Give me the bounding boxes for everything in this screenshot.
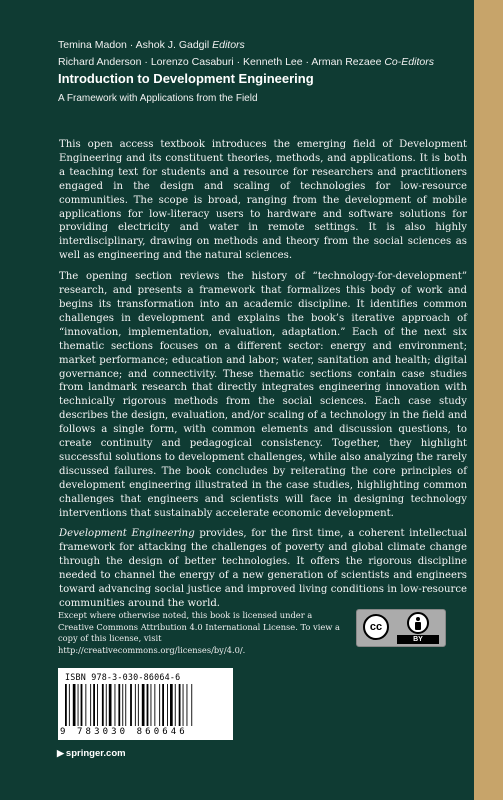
coeditor-name: Lorenzo Casaburi (150, 56, 234, 68)
isbn-barcode (58, 668, 233, 740)
barcode-bar (130, 684, 132, 726)
barcode-icon (65, 684, 225, 726)
cc-by-license-badge[interactable] (356, 609, 446, 647)
attribution-person-icon (407, 612, 429, 634)
barcode-bar (151, 684, 152, 726)
barcode-bar (93, 684, 95, 726)
barcode-bar (154, 684, 155, 726)
barcode-bar (81, 684, 83, 726)
coeditors-role: Co-Editors (384, 56, 434, 68)
barcode-bar (135, 684, 136, 726)
creative-commons-icon: cc (363, 614, 389, 640)
book-title: Introduction to Development Engineering (58, 71, 314, 86)
barcode-bar (106, 684, 107, 726)
separator: · (129, 39, 134, 51)
separator: · (305, 56, 310, 68)
blurb-text (59, 138, 467, 618)
barcode-bar (118, 684, 120, 726)
barcode-bar (147, 684, 149, 726)
barcode-bar (78, 684, 79, 726)
coeditor-name: Kenneth Lee (243, 56, 303, 68)
barcode-bar (138, 684, 139, 726)
barcode-bar (65, 684, 67, 726)
barcode-bar (159, 684, 160, 726)
publisher-link[interactable] (57, 748, 126, 759)
barcode-bar (125, 684, 126, 726)
barcode-bar (73, 684, 76, 726)
editors-role: Editors (212, 39, 245, 51)
blurb-paragraph-3 (59, 527, 467, 610)
arrow-right-icon: ▶ (57, 748, 64, 758)
separator: · (144, 56, 148, 68)
separator: · (236, 56, 241, 68)
blurb-paragraph-2: The opening section reviews the history of “technology-for-development” research, and presents a framework that formalizes this body of work and begins its transformation into an academic discipline. It identifies common challenges in development and explains the book’s iterative approach of “innovation, implementation, evaluation, adaptation.” Each of the next six thematic sections focuses on a different sector: energy and environment; market performance; education and labor; water, sanitation and health; digital governance; and connectivity. These thematic sections contain case studies from landmark research that directly integrates engineering innovation with technically rigorous methods from the social sciences. Each case study describes the design, evaluation, and/or scaling of a technology in the field and follows a single form, with common elements and discussion questions, to create continuity and pedagogical consistency. Together, they highlight successful solutions to development challenges, while also analyzing the rarely discussed failures. The book concludes by reiterating the core principles of development engineering illustrated in the case studies, highlighting common challenges that engineers and scientists will face in designing technology interventions that sustainably accelerate economic development. (59, 271, 468, 519)
license-notice: Except where otherwise noted, this book is licensed under a Creative Commons Attribution 4.0 International License. To view a copy of this license, visit http://creativecommons.org/licenses/by/4.0/. (58, 610, 340, 655)
editor-name: Ashok J. Gadgil (135, 39, 210, 51)
blurb-book-title: Development Engineering (59, 528, 195, 540)
barcode-bar (109, 684, 112, 726)
barcode-bar (179, 684, 181, 726)
blurb-paragraph-3-text: provides, for the first time, a coherent intellectual framework for attacking the challenges of poverty and global climate change through the design of better technologies. It offers the rigorous discipline needed to channel the energy of a new generation of scientists and engineers toward advancing social justice and improved living conditions in low-resource communities around the world. (59, 528, 467, 609)
editor-name: Temina Madon (58, 39, 127, 51)
coeditor-name: Richard Anderson (58, 56, 142, 68)
barcode-bar (170, 684, 173, 726)
barcode-bar (187, 684, 188, 726)
barcode-bar (183, 684, 184, 726)
barcode-bar (191, 684, 192, 726)
editors-line (58, 38, 458, 52)
barcode-bar (102, 684, 104, 726)
barcode-digits: 9 783030 860646 (60, 727, 188, 737)
barcode-bar (97, 684, 98, 726)
book-subtitle: A Framework with Applications from the Field (58, 93, 258, 104)
by-label: BY (397, 635, 439, 644)
isbn-label: ISBN 978-3-030-86064-6 (65, 672, 181, 682)
spine-accent-stripe (474, 0, 503, 800)
barcode-bar (162, 684, 164, 726)
barcode-bar (69, 684, 70, 726)
coeditors-line (58, 55, 478, 69)
blurb-paragraph-1: This open access textbook introduces the emerging field of Development Engineering and its constituent theories, methods, and applications. It is both a teaching text for students and a resource for researchers and practitioners engaged in the design and scaling of technologies for low-resource communities. The scope is broad, ranging from the development of mobile applications for low-literacy users to hardware and software solutions for providing electricity and water in remote settings. It is also highly interdisciplinary, drawing on methods and theory from the social sciences as well as engineering and the natural sciences. (59, 139, 467, 262)
barcode-bar (167, 684, 168, 726)
barcode-bar (85, 684, 86, 726)
coeditor-name: Arman Rezaee (311, 56, 382, 68)
publisher-name: springer.com (65, 748, 126, 759)
barcode-bar (142, 684, 145, 726)
barcode-bar (122, 684, 123, 726)
barcode-bar (90, 684, 91, 726)
barcode-bar (115, 684, 116, 726)
barcode-bar (175, 684, 176, 726)
